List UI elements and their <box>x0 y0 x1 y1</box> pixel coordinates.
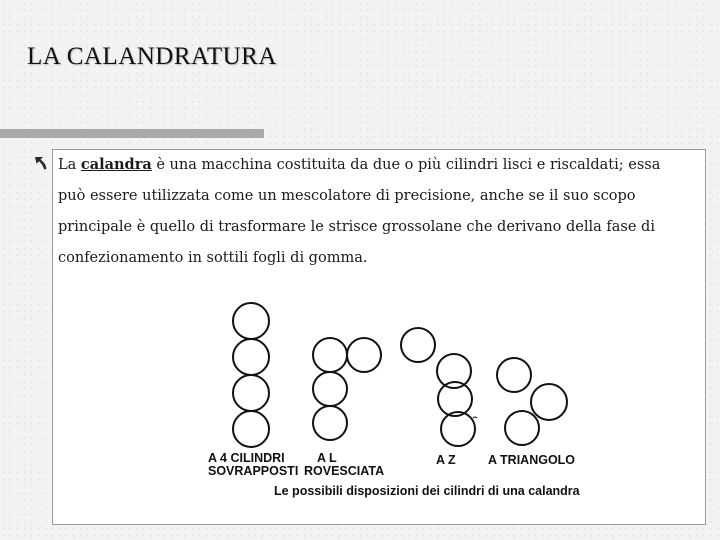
cylinder-z-4 <box>441 412 475 446</box>
cylinder-tri-2 <box>531 384 567 420</box>
cylinder-l-side <box>347 338 381 372</box>
cylinder-stacked-1 <box>233 303 269 339</box>
bullet-prefix: La <box>58 157 77 173</box>
bullet-body: è una macchina costituita da due o più cilindri lisci e riscaldati; essa può essere utilizzata come un mescolatore di precisione, anche se il suo scopo principale è quello di trasformare le strisce grossolane che derivano della fase di confezionamento in sottili fogli di gomma. <box>58 157 661 266</box>
curved-arrow-bullet-icon <box>32 154 50 172</box>
cylinder-tri-3 <box>505 411 539 445</box>
calender-arrangements-figure <box>198 295 598 510</box>
cylinder-stacked-2 <box>233 339 269 375</box>
label-stacked: A 4 CILINDRI SOVRAPPOSTI <box>208 451 299 478</box>
small-mark <box>473 417 477 418</box>
cylinder-z-1 <box>401 328 435 362</box>
cylinder-tri-1 <box>497 358 531 392</box>
cylinder-stacked-3 <box>233 375 269 411</box>
bullet-paragraph <box>58 149 688 274</box>
cylinder-l-mid <box>313 372 347 406</box>
cylinder-l-bottom <box>313 406 347 440</box>
slide-title: LA CALANDRATURA <box>27 43 277 70</box>
label-triangle: A TRIANGOLO <box>488 453 576 467</box>
figure-caption: Le possibili disposizioni dei cilindri di una calandra <box>274 484 580 498</box>
cylinder-l-top <box>313 338 347 372</box>
label-reverse-l: A L ROVESCIATA <box>304 451 385 478</box>
label-z: A Z <box>436 453 456 467</box>
term-calandra: calandra <box>80 156 152 173</box>
cylinder-stacked-4 <box>233 411 269 447</box>
title-underline-bar <box>0 129 264 138</box>
